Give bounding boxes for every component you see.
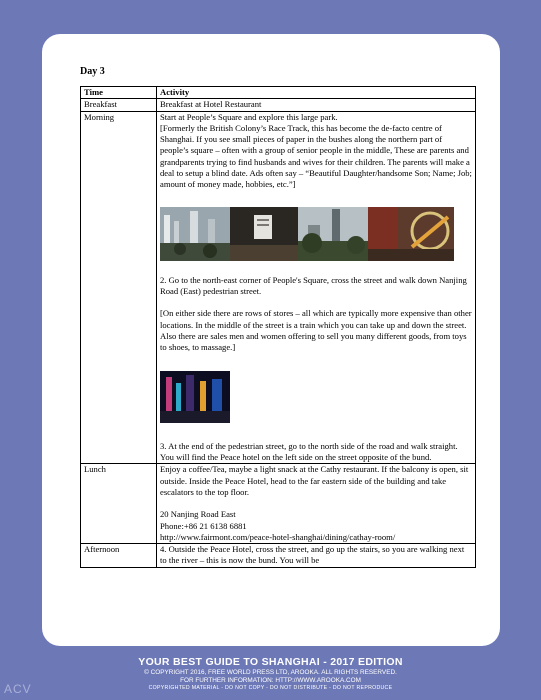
table-row	[81, 111, 476, 464]
nanjing-road-night-photo	[160, 371, 230, 423]
time-afternoon: Afternoon	[81, 544, 157, 568]
lunch-paragraph: Enjoy a coffee/Tea, maybe a light snack at the Cathy restaurant. If the balcony is open, sit outside. Inside the Peace Hotel, head to the far eastern side of the building and take escalators to the top floor.	[160, 464, 469, 497]
skyline-photo	[160, 207, 230, 261]
footer-title: YOUR BEST GUIDE TO SHANGHAI - 2017 EDITION	[138, 656, 403, 668]
header-time: Time	[81, 87, 157, 99]
activity-breakfast: Breakfast at Hotel Restaurant	[157, 99, 476, 111]
people-square-photo-strip	[160, 207, 454, 261]
footer-info: FOR FURTHER INFORMATION: HTTP://WWW.AROOKA.COM	[180, 677, 361, 684]
table-row	[81, 464, 476, 544]
fairground-photo	[368, 207, 454, 261]
lunch-phone: Phone:+86 21 6138 6881	[160, 520, 247, 531]
table-row	[81, 99, 476, 111]
itinerary-table	[80, 86, 476, 568]
time-morning: Morning	[81, 111, 157, 464]
morning-paragraph-1: Start at People’s Square and explore this large park.	[160, 111, 338, 122]
day-heading: Day 3	[80, 66, 105, 77]
activity-afternoon: 4. Outside the Peace Hotel, cross the street, and go up the stairs, so you are walking next to the river – this is now the bund. You will be	[157, 544, 476, 568]
page-footer	[0, 656, 541, 692]
notice-board-photo	[230, 207, 298, 261]
lunch-address: 20 Nanjing Road East	[160, 509, 236, 520]
table-header-row	[81, 87, 476, 99]
morning-paragraph-5: 3. At the end of the pedestrian street, go to the north side of the road and walk straight. You will find the Peace hotel on the left side on the street opposite of the bund.	[160, 440, 458, 463]
lunch-url: http://www.fairmont.com/peace-hotel-shanghai/dining/cathay-room/	[160, 531, 396, 542]
footer-notice: COPYRIGHTED MATERIAL - DO NOT COPY - DO NOT DISTRIBUTE - DO NOT REPRODUCE	[148, 685, 393, 691]
morning-paragraph-2: [Formerly the British Colony’s Race Track, this has become the de-facto centre of Shanghai. If you see small pieces of paper in the bushes along the northern part of people’s square – often with a group of senior people in the middle, These are parents and grandparents trying to find husbands and wives for their children. The parents will make a deal to setup a blind date. Ads often say – “Beautiful Daughter/handsome Son; Name; Job; amount of money made, hobbies, etc.”]	[160, 122, 472, 190]
watermark: ACV	[4, 682, 32, 696]
footer-copyright: © COPYRIGHT 2016, FREE WORLD PRESS LTD, AROOKA. ALL RIGHTS RESERVED.	[144, 669, 397, 676]
time-breakfast: Breakfast	[81, 99, 157, 111]
activity-morning	[157, 111, 476, 464]
activity-lunch	[157, 464, 476, 544]
tower-photo	[298, 207, 368, 261]
morning-paragraph-4: [On either side there are rows of stores – all which are typically more expensive than other locations. In the middle of the street is a train which you can take up and down the street. Also there are sales men and women offering to sell you many different goods, from toys to shoes, to massage.]	[160, 308, 472, 353]
header-activity: Activity	[157, 87, 476, 99]
time-lunch: Lunch	[81, 464, 157, 544]
document-page	[42, 34, 500, 646]
morning-paragraph-3: 2. Go to the north-east corner of People's Square, cross the street and walk down Nanjing Road (East) pedestrian street.	[160, 274, 467, 296]
table-row	[81, 544, 476, 568]
